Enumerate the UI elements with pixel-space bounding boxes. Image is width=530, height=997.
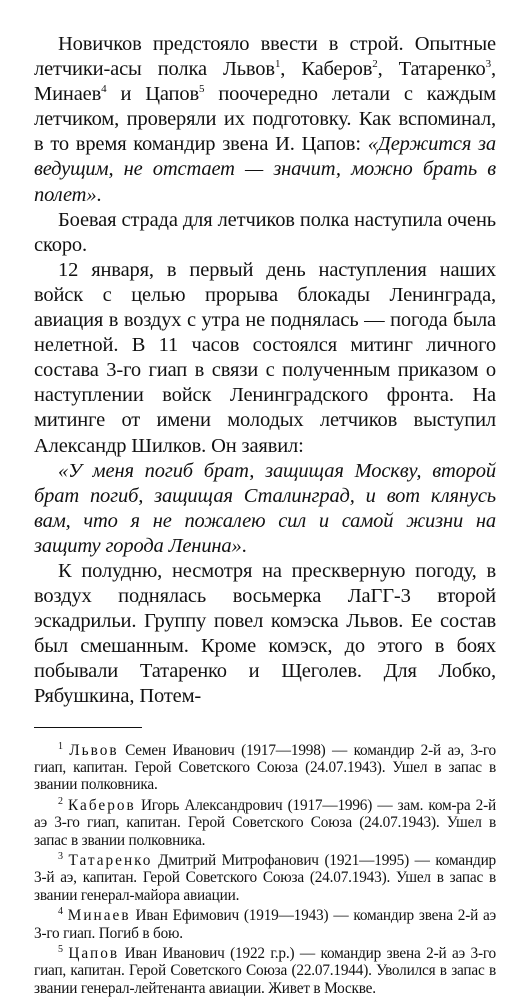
text-run: , Минаев (34, 58, 497, 106)
text-run: поочередно летали с каждым летчиком, проверяли их подготовку. Как вспоминал, в то время командир звена И. Цапов: (34, 83, 496, 156)
main-text (34, 32, 496, 710)
footnote-ref: 3 (485, 58, 492, 71)
footnote-ref: 4 (101, 83, 107, 96)
text-run: . (96, 183, 102, 206)
footnote-ref: 5 (199, 83, 205, 96)
footnote (34, 742, 496, 794)
footnote-text: Иван Ефимович (1919—1943) — командир звена 2-й аэ 3-го гиап. Погиб в бою. (34, 907, 497, 942)
text-run: , Каберов (280, 58, 373, 81)
paragraph (34, 559, 496, 710)
text-run: «Держится за ведущим, не отстает — значит, можно брать в полет» (34, 133, 496, 206)
footnote-ref: 1 (274, 58, 281, 71)
footnote-number: 4 (58, 906, 63, 918)
footnote-name: Львов (69, 741, 119, 759)
text-run: , Татаренко (377, 58, 486, 81)
footnote-number: 2 (58, 795, 63, 807)
footnote-divider (34, 727, 142, 728)
footnote-name: Минаев (67, 907, 131, 925)
footnote-ref: 2 (372, 58, 378, 71)
text-run: и Цапов (106, 83, 200, 106)
footnote-name: Каберов (68, 796, 136, 814)
text-run: Боевая страда для летчиков полка наступила очень скоро. (34, 208, 496, 256)
text-run: Новичков предстояло ввести в строй. Опытные летчики-асы полка Львов (34, 33, 496, 81)
footnote-name: Цапов (68, 945, 120, 962)
paragraph (34, 32, 496, 208)
footnote (34, 797, 496, 849)
footnote-text: Игорь Александрович (1917—1996) — зам. ком-ра 2-й аэ 3-го гиап, капитан. Герой Советского Союза (24.07.1943). Ушел в запас в звании полковника. (34, 796, 496, 849)
paragraph (34, 208, 496, 258)
footnote (34, 907, 496, 942)
footnote-number: 1 (58, 740, 63, 752)
footnote-text: Семен Иванович (1917—1998) — командир 2-й аэ, 3-го гиап, капитан. Герой Советского Союза (24.07.1943). Ушел в запас в звании полковника. (34, 741, 496, 794)
footnote-text: Иван Иванович (1922 г.р.) — командир звена 2-й аэ 3-го гиап, капитан. Герой Советского Союза (22.07.1944). Уволился в запас в звании генерал-лейтенанта авиации. Живет в Москве. (34, 945, 497, 997)
paragraph (34, 258, 496, 459)
quote-paragraph (34, 459, 496, 559)
text-run: . (241, 534, 247, 557)
text-run: «У меня погиб брат, защищая Москву, второй брат погиб, защищая Сталинград, и вот клянусь вам, что я не пожалею сил и самой жизни на защиту города Ленина» (34, 459, 496, 557)
footnote-number: 3 (58, 850, 63, 862)
footnote-number: 5 (58, 943, 63, 955)
text-run: К полудню, несмотря на прескверную погоду, в воздух поднялась восьмерка ЛаГГ-3 второй эскадрильи. Группу повел комэска Львов. Ее состав был смешанным. Кроме комэск, до этого в боях побывали Татаренко и Щеголев. Для Лобко, Рябушкина, Потем- (34, 559, 496, 708)
text-run: 12 января, в первый день наступления наших войск с целью прорыва блокады Ленинграда, авиация в воздух с утра не поднялась — погода была нелетной. В 11 часов состоялся митинг личного состава 3-го гиап в связи с полученным приказом о наступлении войск Ленинградского фронта. На митинге от имени молодых летчиков выступил Александр Шилков. Он заявил: (34, 258, 496, 457)
footnote (34, 852, 496, 904)
footnote (34, 945, 496, 997)
footnote-name: Татаренко (68, 851, 153, 869)
footnotes (34, 742, 496, 997)
footnote-text: Дмитрий Митрофанович (1921—1995) — командир 3-й аэ, капитан. Герой Советского Союза (24.07.1943). Ушел в запас в звании генерал-майора авиации. (34, 851, 496, 904)
